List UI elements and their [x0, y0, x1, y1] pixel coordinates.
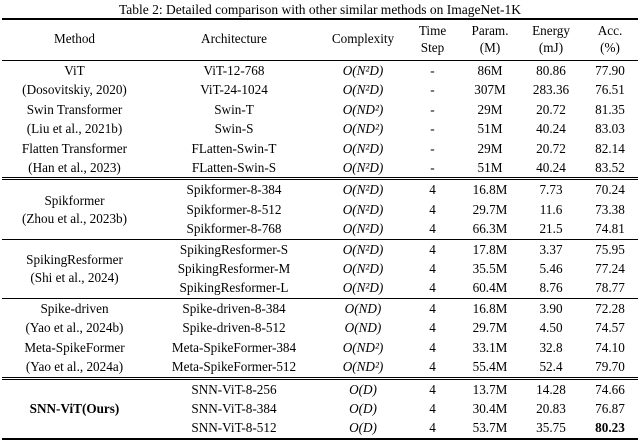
time-step-cell: 4 — [429, 261, 436, 277]
col-header-param: Param. (M) — [460, 19, 520, 61]
acc-cell: 78.77 — [595, 280, 625, 296]
architecture-cell: Spikformer-8-512 — [186, 201, 282, 217]
time-step-cell: 4 — [429, 381, 436, 397]
complexity-cell: O(N²D) — [342, 221, 384, 237]
time-step-cell: - — [430, 63, 435, 78]
complexity-cell: O(ND²) — [342, 121, 384, 137]
acc-cell: 80.23 — [595, 420, 625, 436]
method-cell — [2, 239, 147, 298]
energy-cell: 4.50 — [539, 320, 563, 336]
energy-cell: 20.83 — [536, 400, 566, 416]
col-header-energy: Energy (mJ) — [520, 19, 582, 61]
complexity-cell: O(ND²) — [342, 101, 384, 117]
table-row — [2, 338, 638, 357]
col-header-label: Param. — [471, 23, 509, 38]
complexity-cell: O(N²D) — [342, 241, 384, 257]
table-row — [2, 239, 638, 259]
acc-cell: 72.28 — [595, 300, 625, 316]
complexity-cell: O(N²D) — [342, 280, 384, 296]
energy-cell: 21.5 — [539, 221, 563, 237]
method-cell: (Han et al., 2023) — [28, 160, 121, 176]
architecture-cell: Meta-SpikeFormer-512 — [171, 359, 297, 375]
method-cell — [2, 378, 147, 439]
acc-cell: 77.90 — [595, 63, 625, 78]
table-row — [2, 61, 638, 81]
energy-cell: 80.86 — [536, 63, 566, 78]
complexity-cell: O(N²D) — [342, 261, 384, 277]
energy-cell: 14.28 — [536, 381, 566, 397]
param-cell: 30.4M — [472, 400, 508, 416]
method-label-line: Spikformer — [44, 193, 105, 209]
param-cell: 35.5M — [472, 261, 508, 277]
table-row — [2, 378, 638, 399]
architecture-cell: SpikingResformer-L — [179, 280, 289, 296]
architecture-cell: Swin-T — [214, 101, 254, 117]
time-step-cell: 4 — [429, 359, 436, 375]
time-step-cell: 4 — [429, 241, 436, 257]
acc-cell: 75.95 — [595, 241, 625, 257]
col-header-complexity — [321, 19, 405, 61]
architecture-cell: SpikingResformer-S — [179, 241, 289, 257]
energy-cell: 11.6 — [539, 201, 563, 217]
time-step-cell: - — [430, 160, 435, 176]
col-header-architecture — [147, 19, 321, 61]
complexity-cell: O(D) — [349, 420, 377, 436]
time-step-cell: 4 — [429, 400, 436, 416]
time-step-cell: - — [430, 82, 435, 98]
method-cell: Swin Transformer — [26, 101, 123, 117]
acc-cell: 79.70 — [595, 359, 625, 375]
method-cell: Meta-SpikeFormer — [24, 339, 125, 355]
acc-cell: 83.52 — [595, 160, 625, 176]
comparison-table — [2, 18, 638, 440]
architecture-cell: Spikformer-8-768 — [186, 221, 282, 237]
col-header-label: Acc. — [597, 23, 623, 38]
time-step-cell: 4 — [429, 280, 436, 296]
energy-cell: 20.72 — [536, 140, 566, 156]
complexity-cell: O(D) — [349, 381, 377, 397]
table-block — [2, 179, 638, 239]
table-row — [2, 139, 638, 158]
energy-cell: 35.75 — [536, 420, 566, 436]
architecture-cell: FLatten-Swin-S — [191, 160, 277, 176]
architecture-cell: Spike-driven-8-512 — [182, 320, 286, 336]
time-step-cell: 4 — [429, 221, 436, 237]
acc-cell: 82.14 — [595, 140, 625, 156]
time-step-cell: - — [430, 101, 435, 117]
col-header-acc: Acc. (%) — [582, 19, 638, 61]
acc-cell: 74.66 — [595, 381, 625, 397]
param-cell: 33.1M — [472, 339, 508, 355]
complexity-cell: O(N²D) — [342, 63, 384, 78]
time-step-cell: 4 — [429, 320, 436, 336]
table-row — [2, 158, 638, 179]
col-header-label: Energy — [532, 23, 570, 38]
energy-cell: 40.24 — [536, 121, 566, 137]
architecture-cell: FLatten-Swin-T — [191, 140, 277, 156]
complexity-cell: O(N²D) — [342, 160, 384, 176]
time-step-cell: 4 — [429, 300, 436, 316]
acc-cell: 81.35 — [595, 101, 625, 117]
time-step-cell: 4 — [429, 182, 436, 198]
time-step-cell: - — [430, 140, 435, 156]
method-label-line: (Shi et al., 2024) — [30, 269, 119, 285]
table-row — [2, 179, 638, 200]
complexity-cell: O(N²D) — [342, 140, 384, 156]
param-cell: 13.7M — [472, 381, 508, 397]
method-label-line: SpikingResformer — [26, 252, 123, 268]
param-cell: 17.8M — [472, 241, 508, 257]
table-row — [2, 357, 638, 378]
complexity-cell: O(N²D) — [342, 201, 384, 217]
param-cell: 60.4M — [472, 280, 508, 296]
param-cell: 16.8M — [472, 182, 508, 198]
acc-cell: 83.03 — [595, 121, 625, 137]
complexity-cell: O(N²D) — [342, 82, 384, 98]
architecture-cell: SNN-ViT-8-256 — [191, 381, 277, 397]
param-cell: 86M — [477, 63, 503, 78]
method-cell: (Yao et al., 2024b) — [25, 320, 124, 336]
method-label-line: SNN-ViT(Ours) — [29, 400, 120, 416]
table-block — [2, 61, 638, 179]
table-row — [2, 298, 638, 318]
complexity-cell: O(D) — [349, 400, 377, 416]
method-label-line: (Zhou et al., 2023b) — [21, 210, 128, 226]
acc-cell: 76.87 — [595, 400, 625, 416]
acc-cell: 74.57 — [595, 320, 625, 336]
method-cell: (Liu et al., 2021b) — [26, 121, 123, 137]
table-row — [2, 80, 638, 99]
architecture-cell: SNN-ViT-8-384 — [191, 400, 277, 416]
col-header-label: Complexity — [331, 31, 395, 47]
param-cell: 66.3M — [472, 221, 508, 237]
param-cell: 55.4M — [472, 359, 508, 375]
table-row — [2, 100, 638, 119]
architecture-cell: Spike-driven-8-384 — [182, 300, 286, 316]
param-cell: 29.7M — [472, 201, 508, 217]
energy-cell: 7.73 — [539, 182, 563, 198]
energy-cell: 20.72 — [536, 101, 566, 117]
acc-cell: 76.51 — [595, 82, 625, 98]
energy-cell: 3.90 — [539, 300, 563, 316]
time-step-cell: - — [430, 121, 435, 137]
method-cell — [2, 179, 147, 239]
method-cell: Spike-driven — [40, 300, 109, 316]
col-header-label: Time — [418, 23, 447, 38]
table-row — [2, 119, 638, 138]
param-cell: 307M — [474, 82, 506, 98]
acc-cell: 77.24 — [595, 261, 625, 277]
param-cell: 29.7M — [472, 320, 508, 336]
table-block — [2, 298, 638, 378]
method-cell: ViT — [64, 63, 85, 78]
architecture-cell: Swin-S — [214, 121, 254, 137]
param-cell: 29M — [477, 101, 503, 117]
param-cell: 16.8M — [472, 300, 508, 316]
param-cell: 51M — [477, 121, 503, 137]
complexity-cell: O(ND²) — [342, 359, 384, 375]
energy-cell: 5.46 — [539, 261, 563, 277]
energy-cell: 283.36 — [532, 82, 570, 98]
energy-cell: 8.76 — [539, 280, 563, 296]
col-header-label: Method — [53, 31, 96, 47]
col-header-time-step: Time Step — [405, 19, 460, 61]
acc-cell: 74.10 — [595, 339, 625, 355]
col-header-label: Architecture — [201, 31, 267, 47]
table-block — [2, 378, 638, 439]
param-cell: 51M — [477, 160, 503, 176]
time-step-cell: 4 — [429, 420, 436, 436]
energy-cell: 32.8 — [539, 339, 563, 355]
acc-cell: 74.81 — [595, 221, 625, 237]
method-cell: Flatten Transformer — [21, 140, 128, 156]
architecture-cell: Spikformer-8-384 — [186, 182, 282, 198]
architecture-cell: SpikingResformer-M — [177, 261, 291, 277]
method-cell: (Dosovitskiy, 2020) — [22, 82, 127, 98]
param-cell: 53.7M — [472, 420, 508, 436]
architecture-cell: ViT-12-768 — [203, 63, 265, 78]
table-row — [2, 318, 638, 337]
acc-cell: 73.38 — [595, 201, 625, 217]
energy-cell: 40.24 — [536, 160, 566, 176]
complexity-cell: O(ND) — [344, 300, 382, 316]
complexity-cell: O(N²D) — [342, 182, 384, 198]
table-block — [2, 239, 638, 298]
table-header-row — [2, 19, 638, 61]
complexity-cell: O(ND) — [344, 320, 382, 336]
acc-cell: 70.24 — [595, 182, 625, 198]
table-caption: Table 2: Detailed comparison with other similar methods on ImageNet-1K — [118, 2, 522, 17]
energy-cell: 3.37 — [539, 241, 563, 257]
col-header-method — [2, 19, 147, 61]
architecture-cell: ViT-24-1024 — [200, 82, 268, 98]
method-cell: (Yao et al., 2024a) — [25, 359, 124, 375]
param-cell: 29M — [477, 140, 503, 156]
architecture-cell: SNN-ViT-8-512 — [191, 420, 277, 436]
architecture-cell: Meta-SpikeFormer-384 — [171, 339, 297, 355]
complexity-cell: O(ND²) — [342, 339, 384, 355]
energy-cell: 52.4 — [539, 359, 563, 375]
time-step-cell: 4 — [429, 339, 436, 355]
time-step-cell: 4 — [429, 201, 436, 217]
